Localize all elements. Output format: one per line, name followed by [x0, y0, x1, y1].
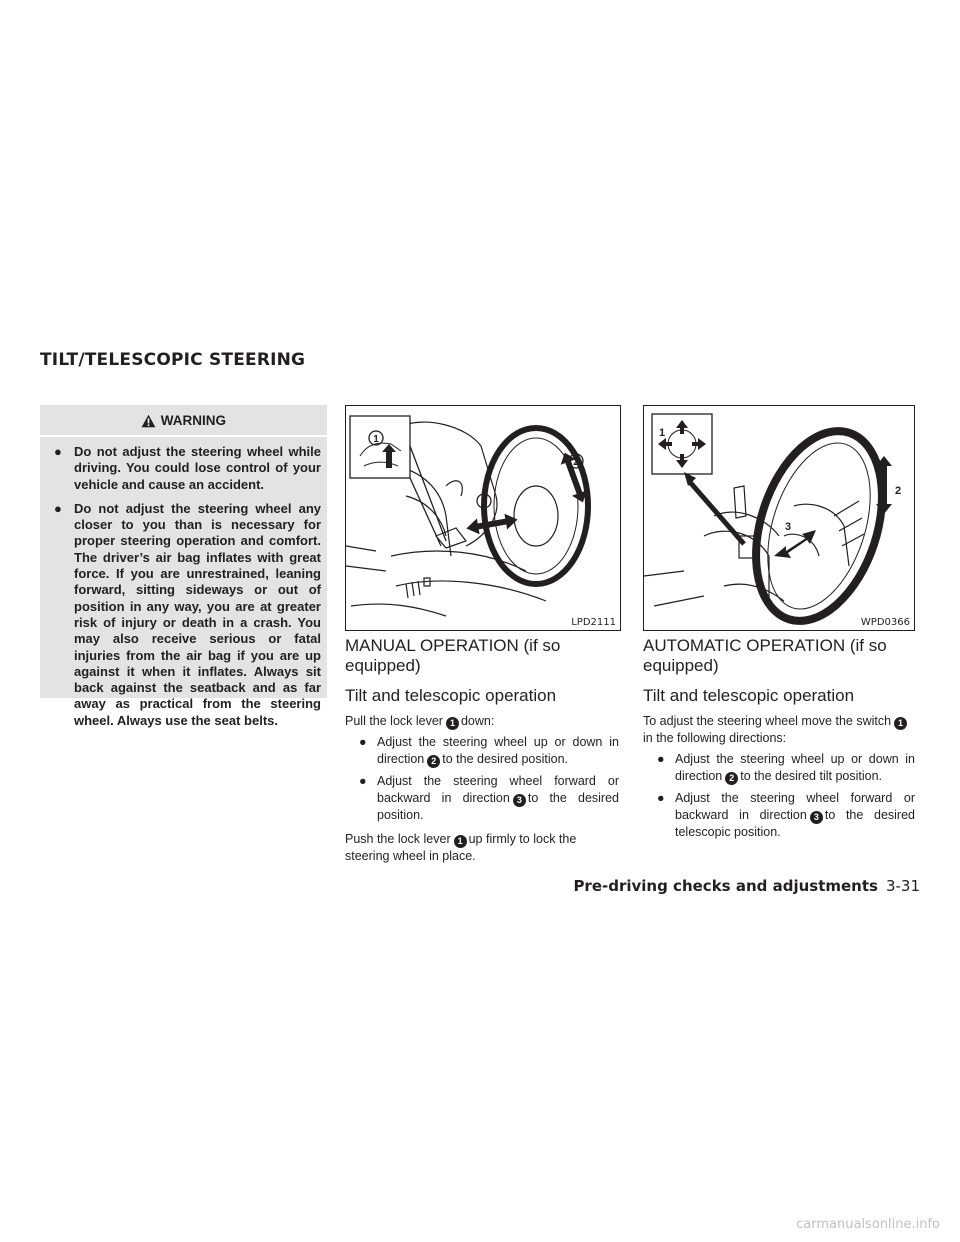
- warning-item: [48, 444, 321, 493]
- manual-steps-list: [345, 734, 619, 824]
- callout-badge: 2: [725, 772, 738, 785]
- bullet-icon: ●: [54, 500, 62, 516]
- manual-operation-title: MANUAL OPERATION (if so equipped): [345, 636, 561, 675]
- callout-badge: 1: [446, 717, 459, 730]
- warning-item-text: Do not adjust the steering wheel while driving. You could lose control of your vehicle and cause an accident.: [74, 444, 321, 492]
- page-footer: [573, 877, 920, 895]
- callout-1: 1: [373, 434, 379, 445]
- manual-outro: Push the lock lever 1 up firmly to lock the steering wheel in place.: [345, 832, 577, 863]
- manual-operation-subtitle: Tilt and telescopic operation: [345, 686, 557, 705]
- automatic-steps-list: [643, 751, 915, 841]
- warning-box: [40, 405, 327, 728]
- warning-triangle-icon: [141, 414, 156, 428]
- callout-badge: 1: [454, 835, 467, 848]
- manual-operation-section: [345, 636, 619, 865]
- bullet-icon: ●: [54, 444, 62, 459]
- watermark: carmanualsonline.info: [796, 1217, 940, 1232]
- warning-item-text: Do not adjust the steering wheel any closer to you than is necessary for proper steering operation and comfort. The driver’s air bag inflates with great force. If you are unrestrained, leaning forward, sitting sideways or out of position in any way, you are at greater risk of injury or death in a crash. You may also receive serious or fatal injuries from the air bag if you are up against it when it inflates. Always sit back against the seatback and as far away as practical from the steering wheel. Always use the seat belts.: [74, 500, 321, 728]
- list-item: ● Adjust the steering wheel up or down in direction 2 to the desired position.: [359, 735, 619, 766]
- automatic-operation-section: [643, 636, 915, 846]
- callout-1: 1: [658, 427, 666, 439]
- manual-steering-drawing: [346, 406, 620, 630]
- bullet-icon: ●: [359, 735, 367, 749]
- callout-badge: 1: [894, 717, 907, 730]
- bullet-icon: ●: [359, 774, 367, 788]
- automatic-operation-title: AUTOMATIC OPERATION (if so equipped): [643, 636, 887, 675]
- warning-heading-text: WARNING: [160, 413, 226, 428]
- automatic-operation-subtitle: Tilt and telescopic operation: [643, 686, 855, 705]
- automatic-intro: To adjust the steering wheel move the switch 1in the following directions:: [643, 713, 915, 747]
- section-title: TILT/TELESCOPIC STEERING: [40, 350, 306, 370]
- callout-3: 3: [481, 497, 487, 508]
- warning-item: [48, 501, 321, 729]
- callout-badge: 3: [513, 794, 526, 807]
- bullet-icon: ●: [657, 752, 665, 766]
- figure-code: LPD2111: [571, 617, 616, 628]
- bullet-icon: ●: [657, 791, 665, 805]
- callout-2: 2: [573, 457, 579, 468]
- list-item: ● Adjust the steering wheel up or down in direction 2 to the desired tilt position.: [657, 752, 915, 783]
- manual-intro: Pull the lock lever 1 down:: [345, 714, 495, 728]
- page-number: 3-31: [885, 877, 920, 895]
- warning-heading: [40, 405, 327, 430]
- automatic-steering-illustration: [643, 405, 915, 631]
- callout-2: 2: [894, 485, 902, 497]
- callout-badge: 3: [810, 811, 823, 824]
- automatic-steering-drawing: [644, 406, 914, 630]
- list-item: ● Adjust the steering wheel forward or backward in direction 3 to the desired position.: [359, 774, 620, 822]
- manual-steering-illustration: [345, 405, 621, 631]
- callout-3: 3: [784, 521, 792, 533]
- warning-list: [40, 437, 327, 729]
- list-item: ● Adjust the steering wheel forward or backward in direction 3 to the desired telescopic position.: [657, 791, 916, 839]
- callout-badge: 2: [427, 755, 440, 768]
- figure-code: WPD0366: [860, 617, 910, 628]
- chapter-title: Pre-driving checks and adjustments: [573, 877, 878, 895]
